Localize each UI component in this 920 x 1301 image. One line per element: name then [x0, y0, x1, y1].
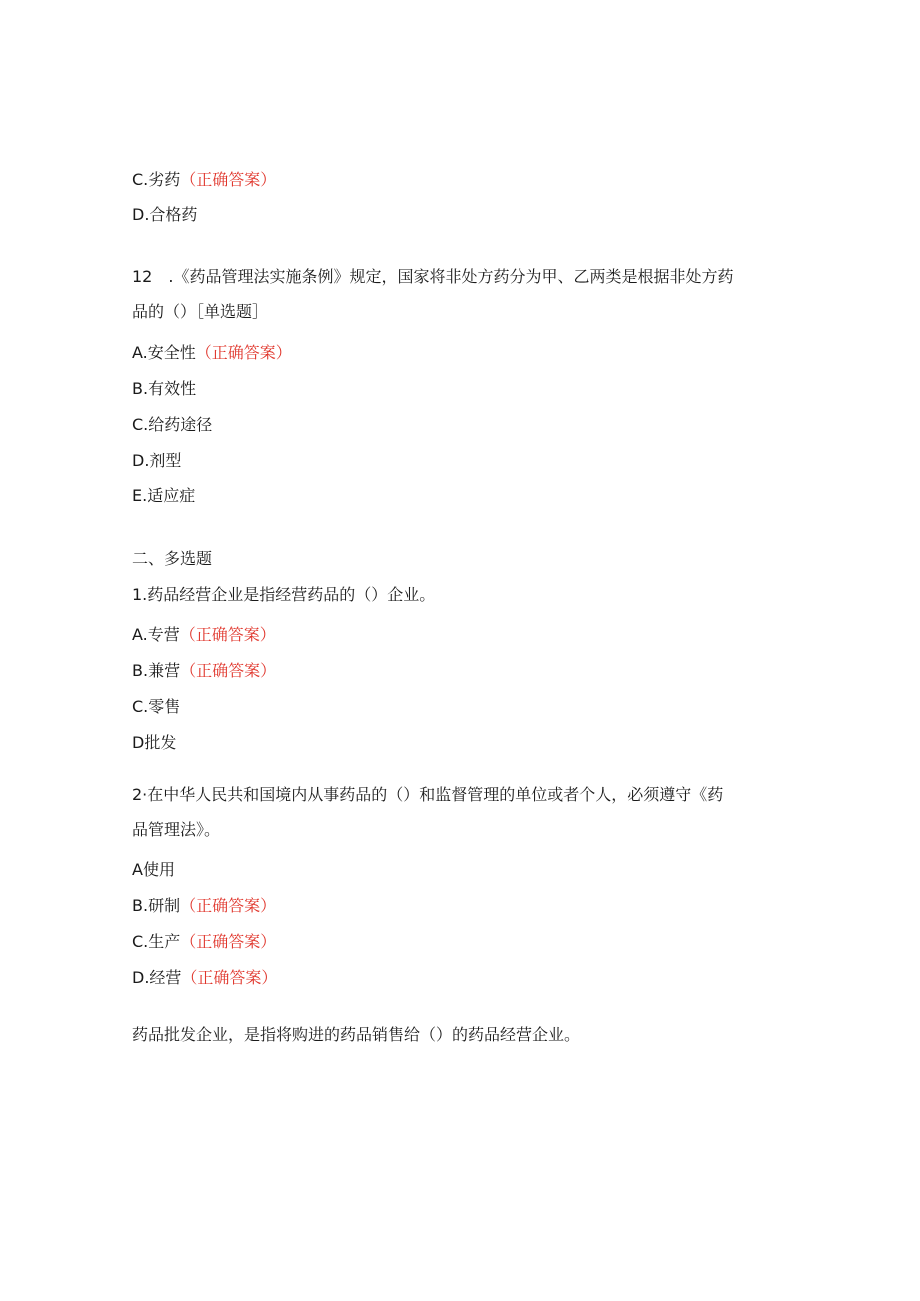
option-text: D.经营	[132, 968, 182, 987]
option-text: E.适应症	[132, 486, 196, 505]
mq2-option-d	[132, 967, 277, 989]
option-text: C.给药途径	[132, 415, 213, 434]
mq1-option-a	[132, 624, 276, 646]
option-text: A.专营	[132, 625, 180, 644]
option-text: B.有效性	[132, 379, 197, 398]
q11-option-c	[132, 169, 276, 191]
q12-option-c	[132, 414, 212, 436]
option-text: B.研制	[132, 896, 181, 915]
option-text: C.生产	[132, 932, 181, 951]
section-title-multiple-choice: 二、多选题	[132, 549, 213, 568]
correct-answer-mark: （正确答案）	[180, 896, 277, 915]
mq2-stem-line1: 2·在中华人民共和国境内从事药品的（）和监督管理的单位或者个人，必须遵守《药	[132, 785, 724, 804]
mq2-option-a	[132, 859, 175, 881]
option-text: D批发	[132, 733, 177, 752]
option-text: B.兼营	[132, 661, 181, 680]
option-text: D.合格药	[132, 205, 198, 224]
option-text: D.剂型	[132, 451, 182, 470]
q12-option-a	[132, 342, 292, 364]
option-text: C.劣药	[132, 170, 181, 189]
mq1-option-d	[132, 732, 176, 754]
correct-answer-mark: （正确答案）	[195, 343, 292, 362]
q12-stem-line2: 品的（）［单选题］	[132, 302, 269, 321]
mq3-stem: 药品批发企业，是指将购进的药品销售给（）的药品经营企业。	[132, 1025, 581, 1044]
option-text: A.安全性	[132, 343, 196, 362]
option-text: A使用	[132, 860, 175, 879]
q12-stem-line1: 12 .《药品管理法实施条例》规定，国家将非处方药分为甲、乙两类是根据非处方药	[132, 267, 734, 286]
q12-option-b	[132, 378, 196, 400]
q11-option-d	[132, 204, 197, 226]
correct-answer-mark: （正确答案）	[181, 968, 278, 987]
mq1-stem: 1.药品经营企业是指经营药品的（）企业。	[132, 585, 436, 604]
mq2-option-c	[132, 931, 276, 953]
mq2-stem-line2: 品管理法》。	[132, 820, 221, 839]
mq2-option-b	[132, 895, 276, 917]
correct-answer-mark: （正确答案）	[180, 170, 277, 189]
mq1-option-c	[132, 696, 180, 718]
q12-option-e	[132, 485, 195, 507]
correct-answer-mark: （正确答案）	[180, 932, 277, 951]
option-text: C.零售	[132, 697, 181, 716]
q12-option-d	[132, 450, 181, 472]
correct-answer-mark: （正确答案）	[180, 661, 277, 680]
correct-answer-mark: （正确答案）	[179, 625, 276, 644]
mq1-option-b	[132, 660, 276, 682]
